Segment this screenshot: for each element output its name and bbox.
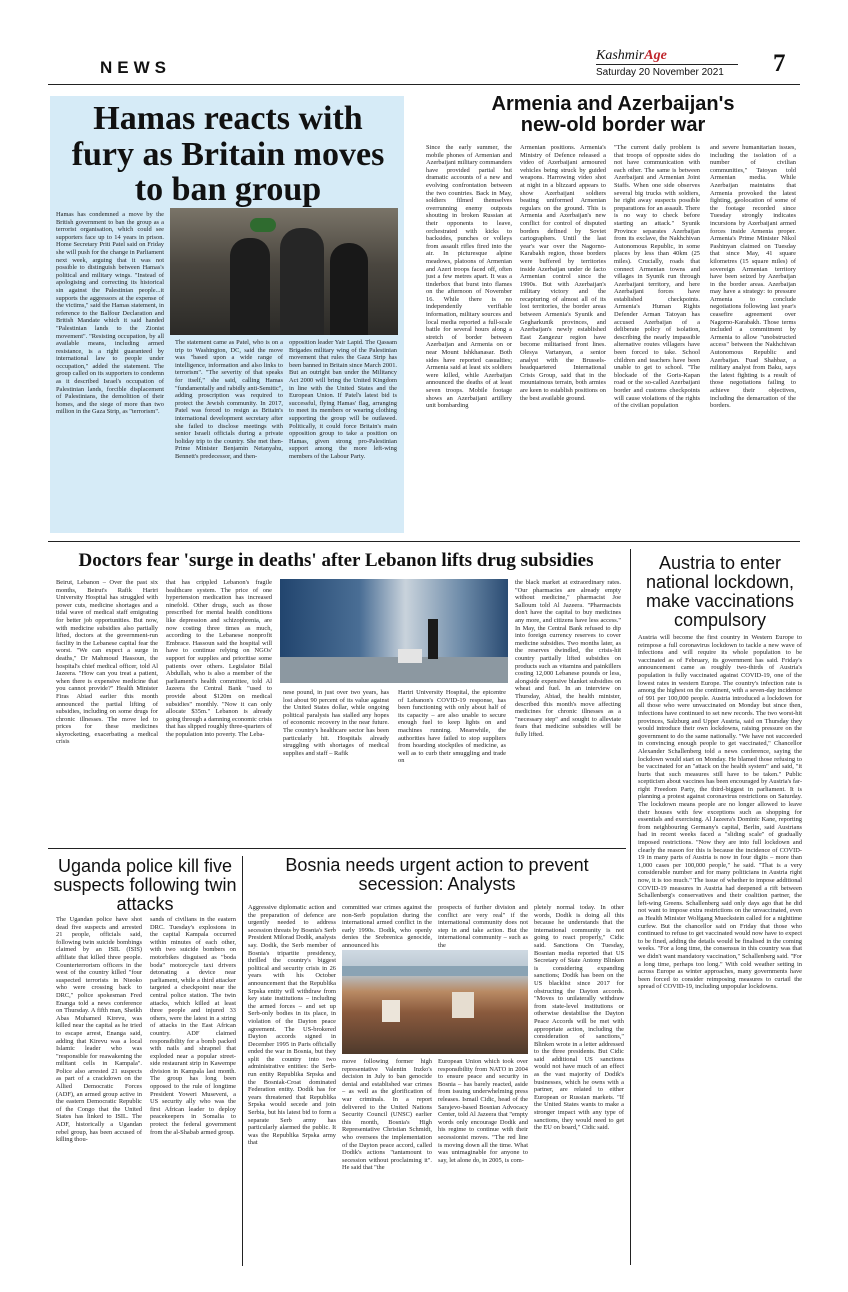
uganda-col2: sands of civilians in the eastern DRC. Tuesday's explosions in the capital Kampala occurred within minutes of each other, with two suicide bombers on motorbikes disguised as "boda boda" motorcycle taxi drivers detonating a device near parliament, while a third attacker targeted a checkpoint near the central police station. The twin attacks, which killed at least three people and injured 33 others, were the latest in a string of attacks in the East African country. ADF claimed responsibility for a bomb packed with nails and shrapnel that exploded near a popular street-side restaurant strip in Kawempe division in Kampala last month. The group has long been opposed to the rule of longtime President Yoweri Museveni, a US security ally who was the first African leader to deploy peacekeepers in Somalia to protect the federal government from the al-Shabab armed group. <box>150 916 236 1136</box>
bosnia-col4: pletely normal today. In other words, Dodik is doing all this because he understands that the international community is not going to react properly," Cidic said. Sanctions On Tuesday, Bosnian media reported that US Secretary of State Antony Blinken is considering expanding sanctions; Dodik has been on the US blacklist since 2017 for obstructing the Dayton accords. "Moves to unilaterally withdraw from state-level institutions or otherwise destabilise the Dayton Peace Accords will be met with appropriate action, including the consideration of sanctions," Blinken wrote in a letter addressed to the three presidents. But Cidic said additional US sanctions would not have much of an effect as the vast majority of Dodik's businesses, which he owns with a partner, are related to either European or Russian markets. "If the United States wants to make a stronger impact with any type of sanctions, they would need to get the EU on board," Cidic said. <box>534 904 624 1132</box>
hamas-col3: opposition leader Yair Lapid. The Qassam Brigades military wing of the Palestinian movement that rules the Gaza Strip has been banned in Britain since March 2001. But an outright ban under the Militancy Act 2000 will bring the United Kingdom in line with the United States and the European Union. If Patel's latest bid is successful, flying Hamas' flag, arranging to meet its members or wearing clothing supporting the group will be outlawed. Politically, it could force Britain's main opposition group to take a position on Hamas, given strong pro-Palestinian support among the more left-wing members of the Labour Party. <box>289 339 397 460</box>
lebanon-col4: Hariri University Hospital, the epicentre of Lebanon's COVID-19 response, has been functioning with only about half of its capacity – are also unable to secure enough fuel to keep lights on and machines running. Meanwhile, the authorities have failed to stop suppliers from hoarding stockpiles of medicine, as well as to curb their smuggling and trade on <box>398 689 506 765</box>
uganda-headline: Uganda police kill five suspects following twin attacks <box>53 856 237 914</box>
armenia-headline: Armenia and Azerbaijan's new-old border war <box>491 93 735 136</box>
lebanon-col5: the black market at extraordinary rates. "Our pharmacies are already empty without medicine," pharmacist Joe Salloum told Al Jazeera. "Pharmacists don't have the capital to buy medicines any more, and citizens have less access." In May, the Central Bank refused to dip into foreign currency reserves to cover medicine subsidies. Two months later, as the reserves dwindled, the crisis-hit country partially lifted subsidies on products such as vitamins and painkillers costing 12,000 Lebanese pounds or less, alongside expensive blanket subsidies on wheat and fuel. In an interview on Thursday, Abiad, the health minister, described this month's move affecting medicines for chronic illnesses as a "necessary step" and sought to alleviate fears that medicine subsidies will be fully lifted. <box>515 579 621 738</box>
hamas-col1: Hamas has condemned a move by the British government to ban the group as a terrorist organisation, which could see supporters face up to 14 years in prison. Home Secretary Priti Patel said on Friday she will push for the change in Parliament next week, arguing that it was not possible to distinguish between Hamas's political and military wings. "Instead of apologising and correcting its historical sin against the Palestinian people...it supports the aggressors at the expense of the victims," said the Hamas statement, in reference to the Balfour Declaration and British Mandate which it said handed "Palestinian lands to the Zionist movement". "Resisting occupation, by all available means, including armed resistance, is a right guaranteed by international law to people under occupation," added the statement. The group called on its supporters to condemn as it described Israel's occupation of Palestinian lands, forcible displacement of Palestinians, the demolition of their homes, and the siege of more than two million in the Gaza Strip, as "terrorism". <box>56 211 164 416</box>
river <box>342 966 528 976</box>
armenia-col2: Armenian positions. Armenia's Ministry of Defence released a video of Azerbaijani armoured vehicles being struck by guided weapons. Harrowing video shot at night in a blizzard appears to show Azerbaijani soldiers beating uniformed Armenian regulars on the ground. This is Armenia and Azerbaijan's new conflict for control of disputed borders defined by Soviet cartographers. Until the last year's war over the Nagorno-Karabakh region, those borders were buffered by territories inside Azerbaijan under de facto Armenian control since the 1990s. But with Azerbaijan's military victory and the recapturing of almost all of its lost territories, the border areas between Armenia's Syunik and Gegharkunik provinces, and Azerbaijan's newly established East Zangezur region have become militarised front lines. Olesya Vartanyan, a senior analyst with the Brussels-headquartered International Crisis Group, said that in the mountainous terrain, both armies are keen to establish positions on the best available ground. <box>520 144 606 402</box>
bosnia-col2: committed war crimes against the non-Serb population during the international armed conflict in the early 1990s. Dodik, who openly denies the Srebrenica genocide, announced his <box>342 904 432 948</box>
bosnia-col3: prospects of further division and conflict are very real" if the international community does not step in and take action. But the international community – such as the <box>438 904 528 948</box>
page-number: 7 <box>773 50 786 77</box>
crowd-figure <box>230 238 270 335</box>
uganda-divider <box>242 856 243 1266</box>
building-white <box>452 992 474 1018</box>
austria-headline: Austria to enter national lockdown, make vaccinations compulsory <box>645 553 795 630</box>
austria-col1: Austria will become the first country in Western Europe to reimpose a full coronavirus lockdown to tackle a new wave of infections and will require its whole population to be vaccinated as of February, its government has said. Friday's announcement came as roughly two-thirds of Austria's population is fully vaccinated against COVID-19, one of the lowest rates in western Europe. The country's infection rate is among the highest on the continent, with a seven-day incidence of 991 per 100,000 people. Austria introduced a lockdown for all those who were unvaccinated on Monday but since then, infections have continued to set new records. The two worst-hit provinces, Salzburg and Upper Austria, said on Thursday they would introduce their own lockdowns, raising pressure on the government to do the same nationally. "We have not succeeded in convincing enough people to get vaccinated," Chancellor Alexander Schallenberg told a news conference, saying the lockdown would start on Monday. He blamed those refusing to be vaccinated for an "attack on the health system" and said, "it hurts that such measures still have to be taken." Public scepticism about vaccines has been encouraged by Austria's far-right Freedom Party, the third-biggest in parliament. It is planning a protest against coronavirus restrictions on Saturday. The lockdown means people are no longer allowed to leave their houses with few exceptions such as shopping for essentials and exercising. Al Jazeera's Dominic Kane, reporting from neighbouring Germany's capital, Berlin, said Austrians had in recent weeks faced a "sliding scale" of gradually imposed restrictions. "Now they are into full lockdown and clearly the reason for this is because the incidence of COVID-19 in many parts of Austria is now in four digits – more than 1,000 cases per 100,000 people," he said. "That is a very considerable number and for many politicians in Austria right now, it is too much." The issue of whether to impose additional COVID-19 measures in Austria had deepened a rift between Schallenberg's conservatives and their coalition partner, the left-wing Greens. Schallenberg said only days ago that he did not want to impose extra restrictions on the unvaccinated, even as Health Minister Wolfgang Mueckstein called for a nighttime curfew. But the chancellor said on Friday that those who continued to refuse to get vaccinated would now have to expect to be fined, adding the details would be finalised in the coming weeks. "For a long time, the consensus in this country was that we didn't want mandatory vaccination," Schallenberg said. "For a long time, perhaps too long." With cold weather setting in across Europe as winter approaches, many governments have been forced to consider reimposing measures to curtail the spread of COVID-19, including unpopular lockdowns. <box>638 634 802 991</box>
lebanon-photo <box>280 579 508 683</box>
green-cap <box>250 218 276 232</box>
building-white <box>382 1000 400 1022</box>
bosnia-col5: move following former high representative Valentin Inzko's decision in July to ban genocide denial and established war crimes – as well as the glorification of war criminals. In a report delivered to the United Nations Security Council (UNSC) earlier this month, Bosnia's High Representative Christian Schmidt, who oversees the implementation of the Dayton peace accord, called Dodik's actions "tantamount to secession without proclaiming it". He said that "the <box>342 1058 432 1172</box>
lebanon-col3: nese pound, in just over two years, has lost about 90 percent of its value against the United States dollar, while ongoing political paralysis has stalled any hopes of economic recovery in the near future. The country's healthcare sector has been particularly hit. Hospitals already struggling with shortages of medical supplies and staff – Rafik <box>283 689 389 757</box>
masthead-logo <box>596 48 667 64</box>
logo-kashmir: Kashmir <box>596 48 645 63</box>
hamas-photo <box>170 208 398 335</box>
bosnia-col6: European Union which took over responsibility from NATO in 2004 to ensure peace and security in Bosnia – has barely reacted, aside from issuing underwhelming press releases. Ismail Cidic, head of the Sarajevo-based Bosnian Advocacy Center, told Al Jazeera that "empty words only encourage Dodik and his regime to continue with their secessionist moves. "The red line is moving down all the time. What was unimaginable for anyone to say, let alone do, in 2005, is com- <box>438 1058 528 1164</box>
austria-divider <box>630 549 631 1265</box>
bosnia-headline: Bosnia needs urgent action to prevent secession: Analysts <box>285 855 589 894</box>
issue-date: Saturday 20 November 2021 <box>596 67 724 78</box>
section-rule-2 <box>48 848 626 849</box>
hamas-headline: Hamas reacts with fury as Britain moves to ban group <box>71 100 385 209</box>
corridor-figure <box>428 619 438 659</box>
crowd-figure <box>330 243 368 335</box>
armenia-col3: "The current daily problem is that troops of opposite sides do not have communication with each other. The same is between Azerbaijani and Armenian Joint Staffs. When one side observes several big trucks with soldiers, he right away suspects possible preparations for an assault. There is no way to check before starting an attack." Syunik Province separates Azerbaijan from its exclave, the Nakhchivan Autonomous Republic, in some places by less than 40km (25 miles). Crucially, roads that connect Armenian towns and villages in Syunik run through Azerbaijani territory, and here Azerbaijani forces have established checkpoints. Armenia's Human Rights Defender Arman Tatoyan has accused Azerbaijan of a deliberate policy of isolation, describing the nearly impassible alternative routes villagers have been forced to take. School children and teachers have been unable to get to school. "The blockade of the Goris-Kapan road or the so-called Azerbaijani border and customs checkpoints will cause violations of the rights of the civilian population <box>614 144 700 410</box>
hospital-bed <box>398 649 422 663</box>
armenia-col1: Since the early summer, the mobile phones of Armenian and Azerbaijani military commanders have provided partial but dramatic accounts of a new and evolving confrontation between the two countries. Back in May, soldiers filmed themselves overrunning enemy outposts shouting in broken Russian at their opponents to leave, orchestrated with kicks to backsides, punches or volleys from assault rifles fired into the air. In picturesque alpine meadows, platoons of Armenian and Azeri troops faced off, often just a few metres apart. It was a tinderbox that burst into flames on the afternoon of November 16. While there is no independently verifiable information, military sources and local media reported a full-scale battle for several hours along a stretch of border between Azerbaijan and Armenia on or near Mount Ishkhanasar. Both sides have reported casualties; Armenia said at least six soldiers were killed, while Azerbaijan announced the deaths of at least seven troops. Mobile footage shows an Azerbaijani artillery unit bombarding <box>426 144 512 410</box>
section-label: NEWS <box>100 58 171 77</box>
masthead-rule <box>596 64 738 65</box>
lebanon-col2: that has crippled Lebanon's fragile healthcare system. The price of one hypertension medication has increased ninefold. Other drugs, such as those prescribed for mental health conditions like depression and schizophrenia, are now costing three times as much, according to the Lebanese nonprofit Embrace. Hassoun said the hospital will have to continue relying on NGOs' support for supplies and prioritise some patients over others. Legislator Bilal Abdullah, who is also a member of the parliament's health committee, told Al Jazeera the Central Bank "used to provide about $120m on medical subsidies" monthly. "Now it can only allocate $35m." Lebanon is already going through a damning economic crisis that has slipped roughly three-quarters of the population into poverty. The Leba- <box>166 579 272 738</box>
corridor-floor <box>280 657 508 683</box>
lebanon-col1: Beirut, Lebanon – Over the past six months, Beirut's Rafik Hariri University Hospital has struggled with power cuts, medicine shortages and a tidal wave of medical staff emigrating for better job opportunities. But now, with medicine subsidies also partially lifted, doctors at the government-run facility in the Lebanese capital fear the worst. "We can expect a surge in deaths," Dr Mahmoud Hassoun, the hospital's chief medical officer, told Al Jazeera. "How can you treat a patient, when there is expensive medicine that you cannot provide?" Health Minister Firas Abiad earlier this month announced the partial lifting of subsidies, including on some drugs for chronic illnesses. The move led to prices for these medicines skyrocketing, exacerbating a medical crisis <box>56 579 158 746</box>
bosnia-col1: Aggressive diplomatic action and the preparation of defence are urgently needed to address secession threats by Bosnia's Serb President Milorad Dodik, analysts say. Dodik, the Serb member of Bosnia's tripartite presidency, thrilled the country's biggest political and security crisis in 26 years with his October announcement that the Republika Srpska entity will withdraw from key state institutions – including the armed forces – and set up Serb-only bodies in its place, in violation of the Dayton peace agreement. The US-brokered Dayton accords signed in December 1995 in Paris officially ended the war in Bosnia, but they split the country into two administrative entities: the Serb-run entity Republika Srpska and the Bosniak-Croat dominated Federation entity. Dodik has for years threatened that Republika Srpska would secede and join Serbia, but his latest bid to form a separate Serb army has particularly alarmed the public. It was the Republika Srpska army that <box>248 904 336 1147</box>
logo-age: Age <box>644 48 667 63</box>
armenia-col4: and severe humanitarian issues, including the isolation of a number of civilian communities," Tatoyan told Armenian media. While Azerbaijan maintains that Armenia provoked the latest fighting, geolocation of some of the footage recorded since Tuesday strongly indicates incursions by Azerbaijani armed forces inside Armenia proper. Armenia's Prime Minister Nikol Pashinyan claimed on Tuesday that since May, 41 square kilometres (15 square miles) of sovereign Armenian territory have been seized by Azerbaijan in the border areas. Azerbaijan may have a strategy: to pressure Armenia to conclude negotiations following last year's ceasefire agreement over Nagorno-Karabakh. Those terms included a commitment by Armenia to allow "unobstructed access" between the Nakhchivan Autonomous Republic and Azerbaijan. Fuad Shahbaz, a military analyst from Baku, says the latest fighting is a result of those negotiations failing to achieve their objectives, including the demarcation of the borders. <box>710 144 796 410</box>
section-rule <box>48 541 800 542</box>
hamas-col2: The statement came as Patel, who is on a trip to Washington, DC, said the move was "based upon a wide range of intelligence, information and also links to terrorism". "The severity of that speaks for itself," she said, calling Hamas "fundamentally and rabidly anti-Semitic", adding proscription was required to protect the Jewish community. In 2017, Patel was forced to resign as Britain's international development secretary after she failed to disclose meetings with senior Israeli officials during a private holiday trip to the country. She met then-Prime Minister Benjamin Netanyahu, Bennett's predecessor, and then- <box>175 339 283 460</box>
uganda-col1: The Ugandan police have shot dead five suspects and arrested 21 people, officials said, following twin suicide bombings claimed by an ISIL (ISIS) affiliate that killed three people. Counterterrorism officers in the west of the country killed "four suspected terrorists in Nteoko who were crossing back to DRC," police spokesman Fred Enanga told a news conference on Thursday. A fifth man, Sheikh Abas Muhamed Kirevu, was killed near the capital as he tried to escape arrest, Enanga said, adding that Kirevu was a local Islamic leader who was "responsible for reawakening the militant cells in Kampala". Police also arrested 21 suspects as part of a crackdown on the Allied Democratic Forces (ADF), an armed group active in the eastern Democratic Republic of the Congo that the United States has linked to ISIL. The ADF, historically a Ugandan rebel group, has been accused of killing thou- <box>56 916 142 1144</box>
top-rule <box>48 84 800 85</box>
crowd-figure <box>280 228 324 335</box>
bosnia-photo <box>342 950 528 1054</box>
lebanon-headline: Doctors fear 'surge in deaths' after Lebanon lifts drug subsidies <box>78 550 594 571</box>
